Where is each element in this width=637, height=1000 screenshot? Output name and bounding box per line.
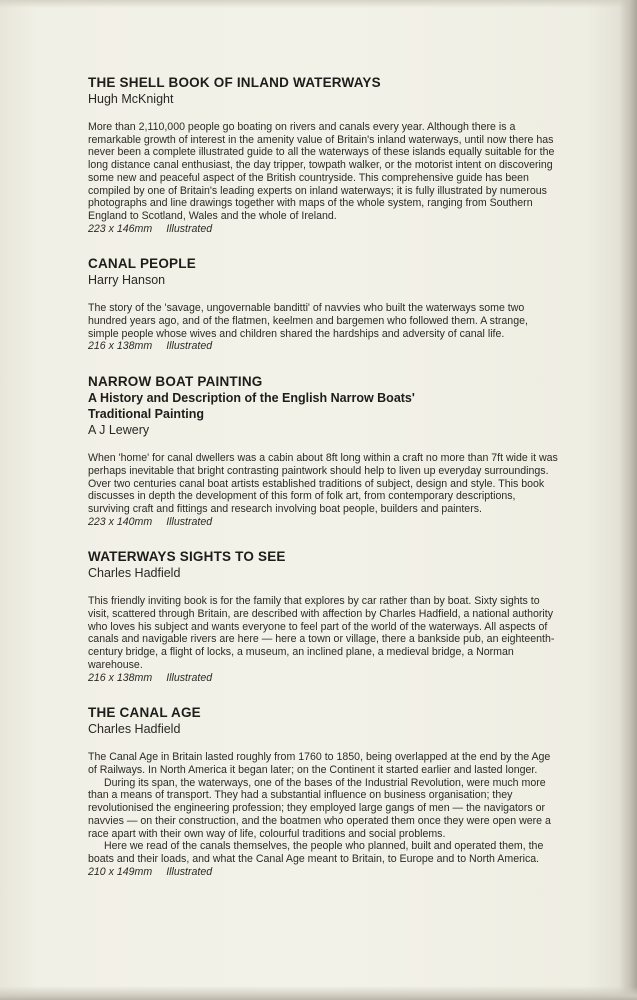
book-description <box>88 121 558 223</box>
book-size: 210 x 149mm <box>88 865 153 878</box>
description-paragraph: Here we read of the canals themselves, the people who planned, built and operated them, the boats and their loads, and what the Canal Age meant to Britain, to Europe and to North America. <box>88 840 544 865</box>
book-entry-canal-age <box>88 704 558 878</box>
page-top-shadow <box>0 0 637 8</box>
book-specs <box>88 223 558 236</box>
book-author: Charles Hadfield <box>88 566 181 581</box>
book-note: Illustrated <box>166 222 213 235</box>
description-paragraph: The Canal Age in Britain lasted roughly from 1760 to 1850, being overlapped at the end by the Age of Railways. In North America it began later; on the Continent it started earlier and lasted longer. <box>88 751 551 776</box>
book-note: Illustrated <box>166 515 213 528</box>
book-list <box>88 74 558 898</box>
book-note: Illustrated <box>166 340 213 353</box>
book-title: THE SHELL BOOK OF INLAND WATERWAYS <box>88 75 381 90</box>
book-author: Harry Hanson <box>88 273 166 288</box>
book-title: CANAL PEOPLE <box>88 256 196 272</box>
description-paragraph: This friendly inviting book is for the family that explores by car rather than by boat. Sixty sights to visit, scattered through Britain, are described with affection by Charles Hadfield, a national authority who loves his subject and wants everyone to feel part of the world of the waterways. All aspects of canals and navigable rivers are here — here a town or village, there a bankside pub, an eighteenth-century bridge, a flight of locks, a museum, an inclined plane, a medieval bridge, a Norman warehouse. <box>88 595 555 671</box>
book-entry-waterways-sights <box>88 548 558 684</box>
book-subtitle: A History and Description of the English Narrow Boats' <box>88 391 415 406</box>
book-specs <box>88 340 558 353</box>
book-entry-shell-book <box>88 74 558 235</box>
book-specs <box>88 672 558 685</box>
book-description <box>88 751 558 865</box>
book-subtitle: Traditional Painting <box>88 407 204 422</box>
book-title: THE CANAL AGE <box>88 705 201 721</box>
book-size: 223 x 140mm <box>88 515 153 528</box>
book-description <box>88 302 558 340</box>
description-paragraph: During its span, the waterways, one of the bases of the Industrial Revolution, were much more than a means of transport. They had a substantial influence on business organisation; they revolutionised the engineering profession; they employed large gangs of men — the navigators or navvies — on their construction, and the boatmen who operated them once they were open were a race apart with their own way of life, colourful traditions and social problems. <box>88 776 551 840</box>
book-note: Illustrated <box>166 865 213 878</box>
book-description <box>88 595 558 671</box>
book-author: Charles Hadfield <box>88 722 181 737</box>
book-size: 216 x 138mm <box>88 671 153 684</box>
page-bottom-edge <box>0 986 637 1000</box>
book-entry-canal-people <box>88 255 558 353</box>
book-specs <box>88 516 558 529</box>
book-title: NARROW BOAT PAINTING <box>88 374 263 390</box>
page-right-edge <box>619 0 637 1000</box>
book-size: 223 x 146mm <box>88 222 153 235</box>
book-title: WATERWAYS SIGHTS TO SEE <box>88 549 286 565</box>
book-note: Illustrated <box>166 671 213 684</box>
book-size: 216 x 138mm <box>88 340 153 353</box>
book-entry-narrow-boat-painting <box>88 373 558 528</box>
book-author: Hugh McKnight <box>88 92 174 106</box>
description-paragraph: More than 2,110,000 people go boating on rivers and canals every year. Although there is a remarkable growth of interest in the amenity value of Britain's inland waterways, until now there has never been a complete illustrated guide to all the waterways of these islands equally suitable for the long distance canal enthusiast, the day tripper, towpath walker, or the motorist intent on discovering some new and peaceful aspect of the British countryside. This comprehensive guide has been compiled by one of Britain's leading experts on inland waterways; it is fully illustrated by numerous photographs and line drawings together with maps of the whole system, ranging from Southern England to Scotland, Wales and the whole of Ireland. <box>88 121 555 222</box>
book-description <box>88 452 558 516</box>
book-specs <box>88 866 558 879</box>
description-paragraph: When 'home' for canal dwellers was a cabin about 8ft long within a craft no more than 7ft wide it was perhaps inevitable that bright contrasting paintwork should help to liven up everyday surroundings. Over two centuries canal boat artists established traditions of subject, design and style. This book discusses in depth the development of this form of folk art, from contemporary descriptions, surviving craft and fittings and research involving boat people, builders and painters. <box>88 452 558 515</box>
description-paragraph: The story of the 'savage, ungovernable banditti' of navvies who built the waterways some two hundred years ago, and of the flatmen, keelmen and bargemen who followed them. A strange, simple people whose wives and children shared the hardships and adversity of canal life. <box>88 302 528 340</box>
book-author: A J Lewery <box>88 423 150 438</box>
